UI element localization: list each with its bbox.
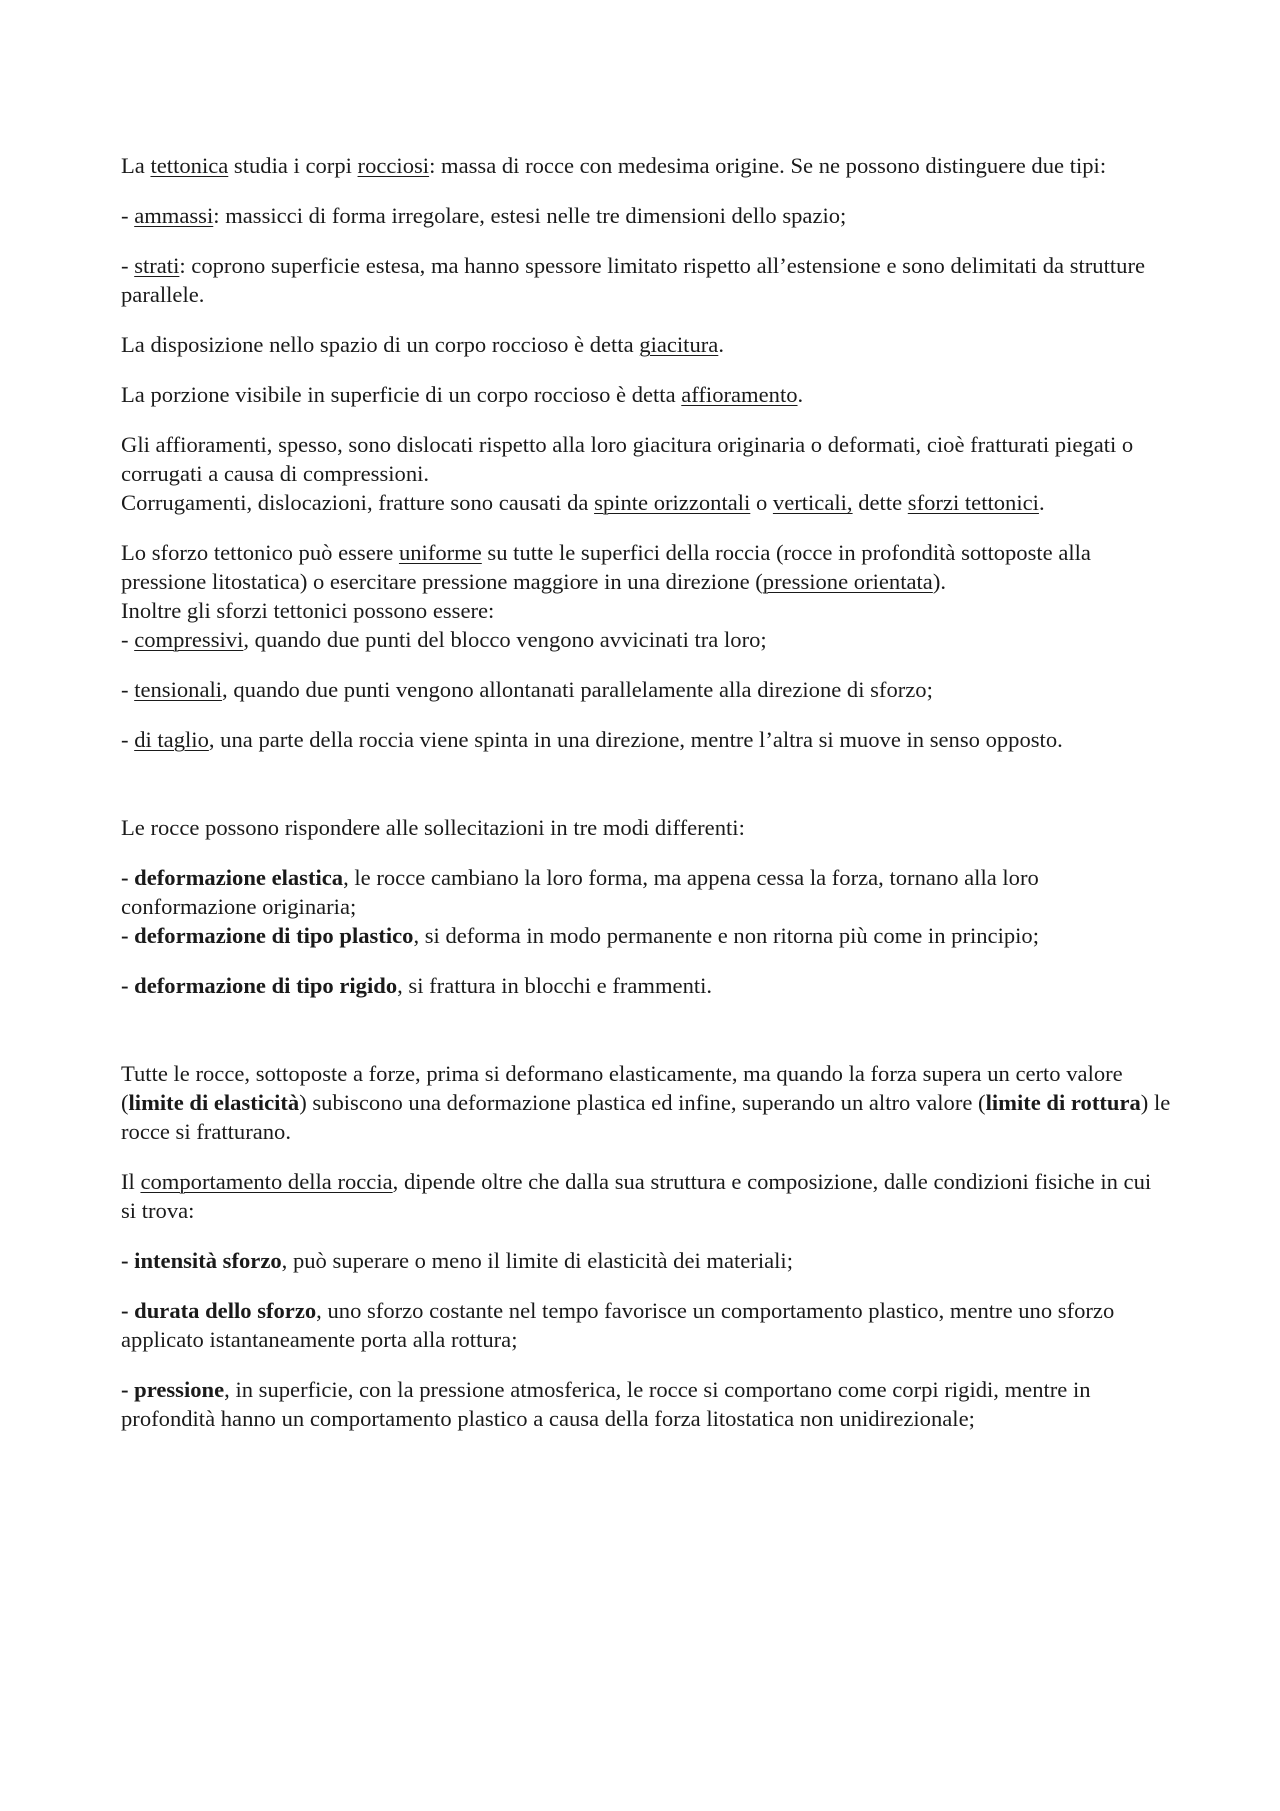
- text: Corrugamenti, dislocazioni, fratture sono causati da: [121, 490, 595, 515]
- text: , le rocce cambiano la loro forma, ma appena cessa la forza, tornano alla loro conformazione originaria;: [121, 865, 1039, 919]
- text: -: [121, 203, 135, 228]
- term-spinte-orizzontali: spinte orizzontali: [594, 490, 751, 515]
- term-durata-sforzo: - durata dello sforzo: [121, 1298, 317, 1323]
- paragraph-giacitura: [121, 330, 1171, 359]
- term-deformazione-plastica: - deformazione di tipo plastico: [121, 923, 414, 948]
- text: , una parte della roccia viene spinta in una direzione, mentre l’altra si muove in senso opposto.: [208, 727, 1063, 752]
- text: .: [718, 332, 724, 357]
- text: Le rocce possono rispondere alle sollecitazioni in tre modi differenti:: [121, 815, 745, 840]
- term-pressione-orientata: pressione orientata: [762, 569, 933, 594]
- text: , si deforma in modo permanente e non ritorna più come in principio;: [413, 923, 1040, 948]
- term-tettonica: tettonica: [150, 153, 229, 178]
- text: -: [121, 627, 135, 652]
- text: : coprono superficie estesa, ma hanno spessore limitato rispetto all’estensione e sono delimitati da strutture parallele.: [121, 253, 1146, 307]
- text: , può superare o meno il limite di elasticità dei materiali;: [281, 1248, 793, 1273]
- term-rocciosi: rocciosi: [357, 153, 430, 178]
- list-item-deformazione-plastica: [121, 921, 1171, 950]
- text: studia i corpi: [228, 153, 358, 178]
- intro-paragraph: [121, 151, 1171, 180]
- text: -: [121, 727, 135, 752]
- text: La: [121, 153, 151, 178]
- list-item-tensionali: [121, 675, 1171, 704]
- text: ) le rocce si fratturano.: [121, 1090, 1171, 1144]
- paragraph-sollecitazioni: [121, 813, 1171, 842]
- text: .: [1038, 490, 1045, 515]
- paragraph-comportamento: [121, 1167, 1171, 1225]
- text: : massicci di forma irregolare, estesi nelle tre dimensioni dello spazio;: [213, 203, 847, 228]
- text: La disposizione nello spazio di un corpo roccioso è detta: [121, 332, 640, 357]
- text: Inoltre gli sforzi tettonici possono essere:: [121, 598, 495, 623]
- text: , in superficie, con la pressione atmosferica, le rocce si comportano come corpi rigidi, mentre in profondità hanno un comportamento plastico a causa della forza litostatica non unidirezionale;: [121, 1377, 1091, 1431]
- text: -: [121, 677, 135, 702]
- text: , dipende oltre che dalla sua struttura e composizione, dalle condizioni fisiche in cui si trova:: [121, 1169, 1152, 1223]
- term-limite-rottura: limite di rottura: [985, 1090, 1141, 1115]
- text: Lo sforzo tettonico può essere: [121, 540, 399, 565]
- term-intensita-sforzo: - intensità sforzo: [121, 1248, 282, 1273]
- list-item-durata: [121, 1296, 1171, 1354]
- term-pressione: - pressione: [121, 1377, 225, 1402]
- text: ) subiscono una deformazione plastica ed infine, superando un altro valore (: [299, 1090, 986, 1115]
- paragraph-dislocati: [121, 430, 1171, 488]
- term-comportamento-roccia: comportamento della roccia: [140, 1169, 393, 1194]
- term-affioramento: affioramento: [681, 382, 798, 407]
- list-item-intensita: [121, 1246, 1171, 1275]
- text: dette: [852, 490, 908, 515]
- term-strati: strati: [134, 253, 180, 278]
- text: ).: [932, 569, 947, 594]
- text: o: [750, 490, 773, 515]
- text: Gli affioramenti, spesso, sono dislocati rispetto alla loro giacitura originaria o deformati, cioè fratturati piegati o corrugati a causa di compressioni.: [121, 432, 1134, 486]
- term-giacitura: giacitura: [639, 332, 719, 357]
- list-item-di-taglio: [121, 725, 1171, 754]
- term-limite-elasticita: limite di elasticità: [128, 1090, 300, 1115]
- paragraph-limiti: [121, 1059, 1171, 1146]
- list-item-deformazione-rigida: [121, 971, 1171, 1000]
- text: Tutte le rocce, sottoposte a forze, prima si deformano elasticamente, ma quando la forza supera un certo valore (: [121, 1061, 1123, 1115]
- spacer: [121, 754, 1171, 813]
- spacer: [121, 1000, 1171, 1059]
- text: : massa di rocce con medesima origine. Se ne possono distinguere due tipi:: [429, 153, 1107, 178]
- term-deformazione-elastica: - deformazione elastica: [121, 865, 344, 890]
- list-item-compressivi: [121, 625, 1171, 654]
- list-item-deformazione-elastica: [121, 863, 1171, 921]
- text: La porzione visibile in superficie di un corpo roccioso è detta: [121, 382, 682, 407]
- paragraph-sforzi-tettonici: [121, 488, 1171, 517]
- text: Il: [121, 1169, 141, 1194]
- term-tensionali: tensionali: [134, 677, 223, 702]
- paragraph-sforzo-uniforme: [121, 538, 1171, 596]
- list-item-ammassi: [121, 201, 1171, 230]
- text: , quando due punti del blocco vengono avvicinati tra loro;: [243, 627, 767, 652]
- term-uniforme: uniforme: [398, 540, 482, 565]
- text: .: [797, 382, 804, 407]
- text: -: [121, 253, 135, 278]
- term-compressivi: compressivi: [134, 627, 244, 652]
- paragraph-affioramento: [121, 380, 1171, 409]
- term-sforzi-tettonici: sforzi tettonici: [907, 490, 1039, 515]
- term-verticali: verticali,: [772, 490, 853, 515]
- text: , si frattura in blocchi e frammenti.: [397, 973, 713, 998]
- text: , quando due punti vengono allontanati parallelamente alla direzione di sforzo;: [222, 677, 933, 702]
- term-ammassi: ammassi: [134, 203, 214, 228]
- list-item-strati: [121, 251, 1171, 309]
- paragraph-inoltre: [121, 596, 1171, 625]
- text: , uno sforzo costante nel tempo favorisce un comportamento plastico, mentre uno sforzo applicato istantaneamente porta alla rottura;: [121, 1298, 1115, 1352]
- term-deformazione-rigida: - deformazione di tipo rigido: [121, 973, 398, 998]
- document-page: [121, 151, 1171, 1454]
- list-item-pressione: [121, 1375, 1171, 1433]
- text: su tutte le superfici della roccia (rocce in profondità sottoposte alla pressione litostatica) o esercitare pressione maggiore in una direzione (: [121, 540, 1091, 594]
- term-di-taglio: di taglio: [134, 727, 209, 752]
